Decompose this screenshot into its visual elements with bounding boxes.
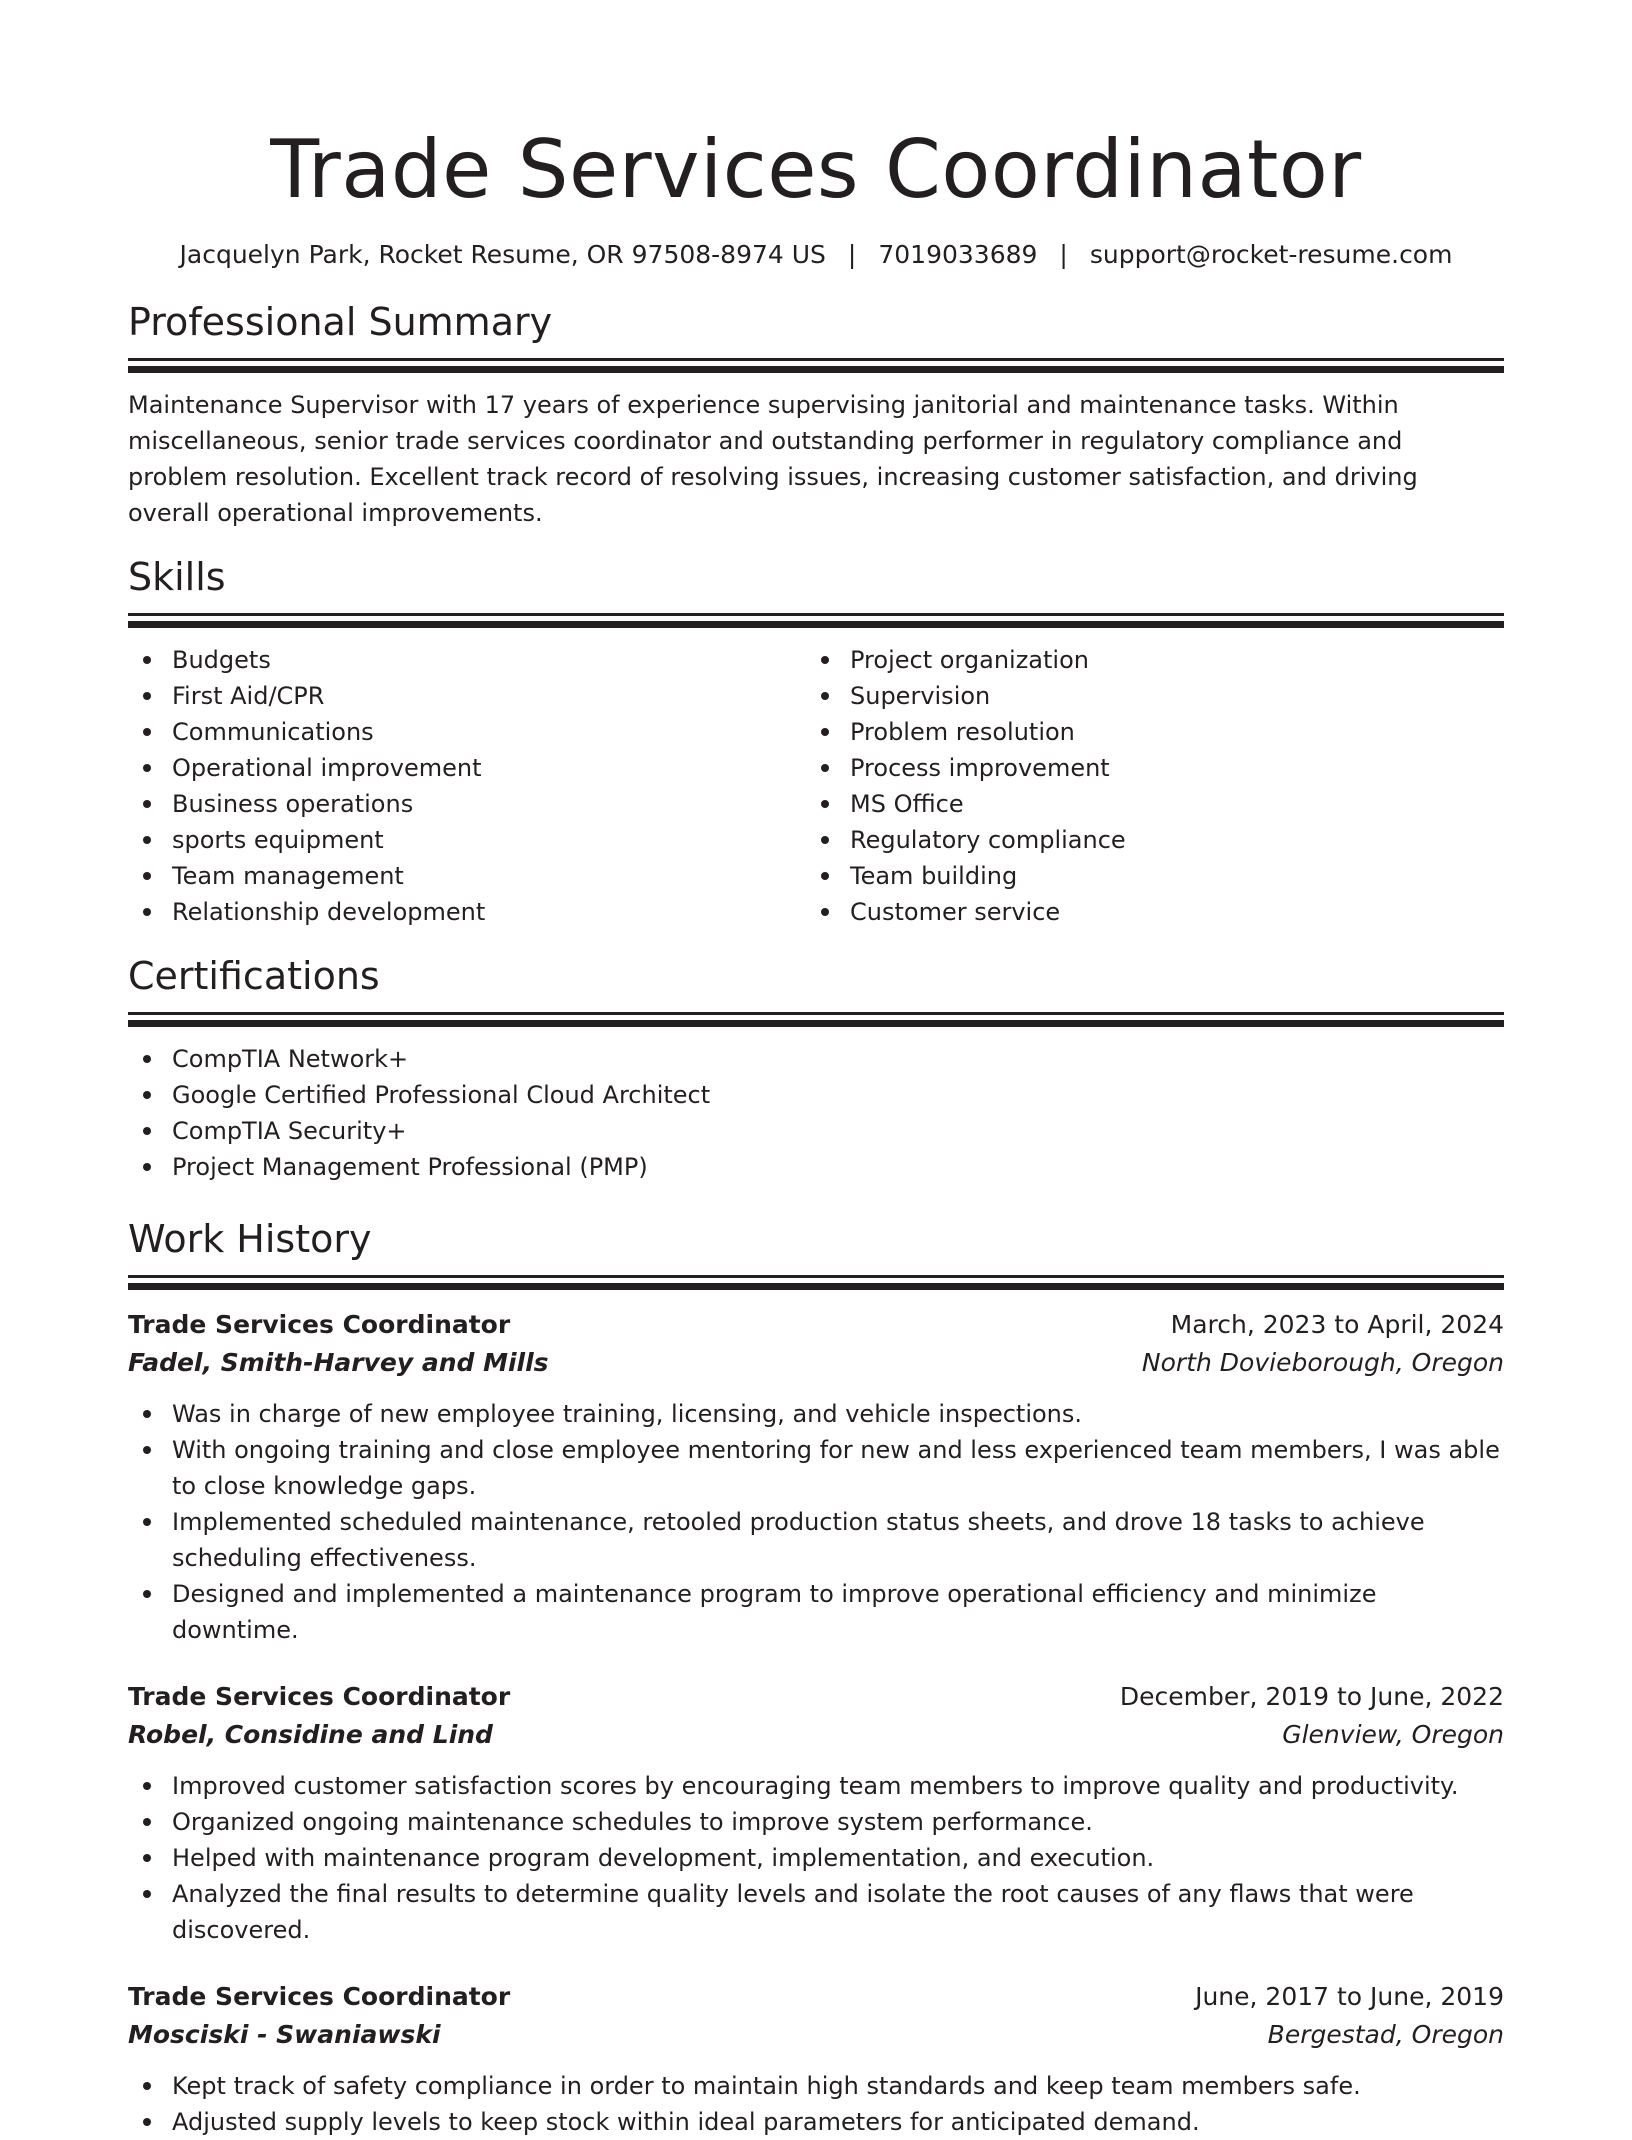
skill-item: Customer service: [850, 894, 1484, 930]
job-title: Trade Services Coordinator: [128, 1310, 511, 1339]
job-company: Fadel, Smith-Harvey and Mills: [128, 1348, 549, 1377]
contact-separator: |: [1059, 240, 1068, 269]
skill-item: MS Office: [850, 786, 1484, 822]
skill-item: Budgets: [172, 642, 806, 678]
job-bullets: [128, 1396, 1504, 1648]
section-divider-thick: [128, 366, 1504, 373]
job-header: [128, 1678, 1504, 1716]
section-divider: [128, 1012, 1504, 1015]
certifications-list: [128, 1041, 1504, 1185]
job-dates: June, 2017 to June, 2019: [1195, 1982, 1504, 2011]
certifications-section: [128, 952, 1504, 1185]
job-title: Trade Services Coordinator: [128, 1982, 511, 2011]
job-location: North Dovieborough, Oregon: [1141, 1348, 1504, 1377]
section-divider-thick: [128, 621, 1504, 628]
skills-columns: [128, 628, 1504, 930]
contact-email: support@rocket-resume.com: [1089, 240, 1453, 269]
job-location: Glenview, Oregon: [1282, 1720, 1504, 1749]
skill-item: Problem resolution: [850, 714, 1484, 750]
job-entry: [128, 1306, 1504, 1648]
skill-item: sports equipment: [172, 822, 806, 858]
job-company: Robel, Considine and Lind: [128, 1720, 493, 1749]
skills-section: [128, 553, 1504, 930]
job-bullet: Designed and implemented a maintenance program to improve operational efficiency and minimize downtime.: [172, 1576, 1504, 1648]
job-bullet: Kept track of safety compliance in order to maintain high standards and keep team members safe.: [172, 2068, 1504, 2104]
resume-title: Trade Services Coordinator: [270, 123, 1362, 216]
job-bullet: Implemented scheduled maintenance, retooled production status sheets, and drove 18 tasks to achieve scheduling effectiveness.: [172, 1504, 1504, 1576]
contact-address: Jacquelyn Park, Rocket Resume, OR 97508-8974 US: [179, 240, 826, 269]
skills-heading: Skills: [128, 555, 226, 599]
job-bullet: Was in charge of new employee training, licensing, and vehicle inspections.: [172, 1396, 1504, 1432]
certifications-heading: Certifications: [128, 954, 380, 998]
section-divider: [128, 613, 1504, 616]
job-entry: [128, 1678, 1504, 1948]
certification-item: CompTIA Network+: [172, 1041, 1504, 1077]
job-bullet: Improved customer satisfaction scores by encouraging team members to improve quality and productivity.: [172, 1768, 1504, 1804]
job-header: [128, 1306, 1504, 1344]
job-header: [128, 1978, 1504, 2016]
section-divider-thick: [128, 1283, 1504, 1290]
skill-item: Regulatory compliance: [850, 822, 1484, 858]
job-entry: [128, 1978, 1504, 2140]
section-divider: [128, 1275, 1504, 1278]
summary-section: [128, 298, 1504, 531]
summary-text: Maintenance Supervisor with 17 years of experience supervising janitorial and maintenance tasks. Within miscellaneous, senior trade services coordinator and outstanding performer in regulatory compliance and problem resolution. Excellent track record of resolving issues, increasing customer satisfaction, and driving overall operational improvements.: [128, 391, 1418, 527]
contact-phone: 7019033689: [878, 240, 1038, 269]
skill-item: Supervision: [850, 678, 1484, 714]
job-dates: March, 2023 to April, 2024: [1170, 1310, 1504, 1339]
skill-item: Relationship development: [172, 894, 806, 930]
contact-line: [128, 238, 1504, 272]
skills-list-right: [806, 642, 1484, 930]
skills-list-left: [128, 642, 806, 930]
job-bullet: With ongoing training and close employee mentoring for new and less experienced team members, I was able to close knowledge gaps.: [172, 1432, 1504, 1504]
certification-item: Google Certified Professional Cloud Architect: [172, 1077, 1504, 1113]
certification-item: Project Management Professional (PMP): [172, 1149, 1504, 1185]
skill-item: Business operations: [172, 786, 806, 822]
job-location: Bergestad, Oregon: [1267, 2020, 1504, 2049]
contact-separator: |: [847, 240, 857, 269]
resume-page: [128, 0, 1504, 2140]
job-bullets: [128, 2068, 1504, 2140]
job-bullet: Adjusted supply levels to keep stock within ideal parameters for anticipated demand.: [172, 2104, 1504, 2140]
work-history-section: [128, 1215, 1504, 2140]
section-divider-thick: [128, 1020, 1504, 1027]
job-dates: December, 2019 to June, 2022: [1119, 1682, 1504, 1711]
skill-item: Process improvement: [850, 750, 1484, 786]
job-subheader: [128, 1344, 1504, 1382]
skill-item: Communications: [172, 714, 806, 750]
skill-item: Operational improvement: [172, 750, 806, 786]
skill-item: Team building: [850, 858, 1484, 894]
summary-heading: Professional Summary: [128, 300, 553, 344]
job-subheader: [128, 1716, 1504, 1754]
job-bullet: Analyzed the final results to determine quality levels and isolate the root causes of any flaws that were discovered.: [172, 1876, 1504, 1948]
skill-item: Team management: [172, 858, 806, 894]
work-history-heading: Work History: [128, 1217, 372, 1261]
certification-item: CompTIA Security+: [172, 1113, 1504, 1149]
job-title: Trade Services Coordinator: [128, 1682, 511, 1711]
skill-item: Project organization: [850, 642, 1484, 678]
job-bullet: Organized ongoing maintenance schedules to improve system performance.: [172, 1804, 1504, 1840]
job-bullets: [128, 1768, 1504, 1948]
job-bullet: Helped with maintenance program development, implementation, and execution.: [172, 1840, 1504, 1876]
job-subheader: [128, 2016, 1504, 2054]
section-divider: [128, 358, 1504, 361]
skill-item: First Aid/CPR: [172, 678, 806, 714]
job-company: Mosciski - Swaniawski: [128, 2020, 441, 2049]
